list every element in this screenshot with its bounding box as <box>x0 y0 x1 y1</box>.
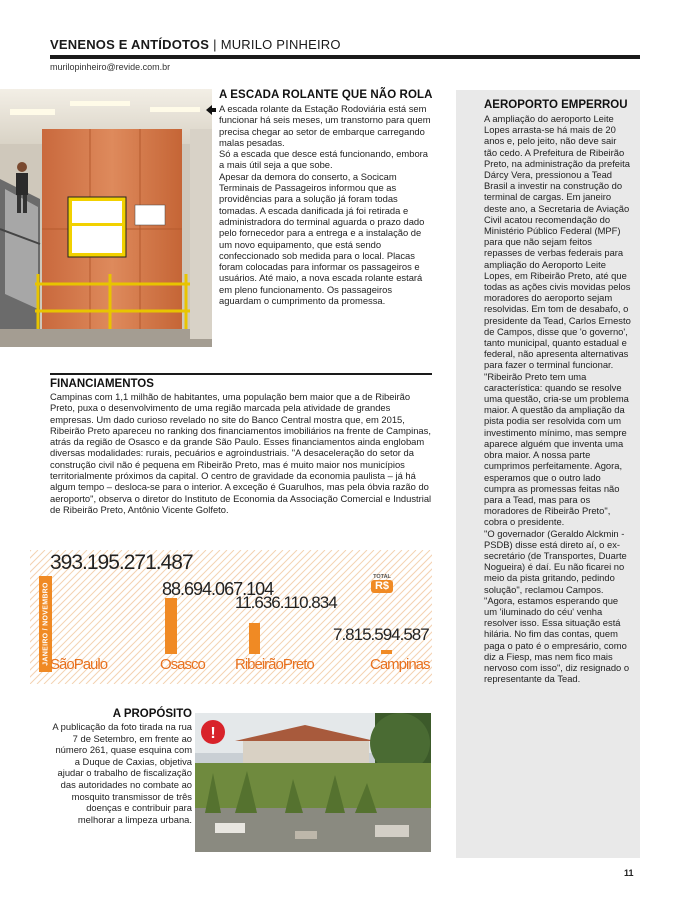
proposito-article <box>50 707 192 825</box>
vacant-lot-photo <box>195 713 431 852</box>
category-label-0: SãoPaulo <box>50 656 108 673</box>
sidebar-box <box>456 90 640 858</box>
unit-label: R$ <box>371 580 393 593</box>
escalator-article <box>219 88 433 306</box>
escalator-paragraph: A escada rolante da Estação Rodoviária está sem funcionar há seis meses, um transtorno para quem precisa chegar ao setor de embarque carregando malas pesadas. <box>219 103 431 148</box>
value-label-3: 7.815.594.587 <box>333 625 429 644</box>
sidebar-paragraph: "Ribeirão Preto tem uma característica: quando se resolve uma questão, cria-se um problema maior. A questão da ampliação da pista podia ser resolvida com um investimento mínimo, mas sempre aparece alguém que inventa uma obra maior. A nossa parte cumprimos perfeitamente. Agora, esperamos que o outro lado cumpra as promessas feitas não para a Tead, mas para os moradores de Ribeirão Preto", cobra o presidente. <box>484 370 629 528</box>
financing-article <box>50 373 432 515</box>
page-number: 11 <box>624 868 634 878</box>
sidebar-paragraph: "O governador (Geraldo Alckmin - PSDB) disse está direto aí, o ex-secretário (de Transportes, Duarte Nogueira) é daí. Eu não ficarei no meio da pista gritando, pedindo solução", reclamou Campos. "Agora, estamos esperando que um 'iluminado do céu' venha resolver isso. Essa situação está hilária. No fim das contas, quem paga o pato é o empresário, como diz a Fiesp, mas nem fico mais nervoso com isso", diz resignado o representante da Tead. <box>484 527 630 685</box>
sidebar-heading: AEROPORTO EMPERROU <box>484 99 628 111</box>
escalator-photo <box>0 89 212 347</box>
category-label-1: Osasco <box>160 656 205 673</box>
sidebar-paragraph: A ampliação do aeroporto Leite Lopes arrasta-se há mais de 20 anos e, pelo jeito, não deve sair tão cedo. A Prefeitura de Ribeirão Preto, na administração da prefeita Dárcy Vera, pressionou a Tead Brasil a investir na construção do terminal de cargas. Em janeiro deste ano, a Secretaria de Aviação Civil acatou recomendação do Ministério Público Federal (MPF) para que não sejam feitos repasses de verbas federais para ampliação do Aeroporto Leite Lopes, em Ribeirão Preto, até que todas as ações civis movidas pelos moradores do aeroporto sejam resolvidas. Em tom de desabafo, o presidente da Tead, Carlos Ernesto de Campos, disse que 'o governo', tanto municipal, quanto estadual e federal, não apresenta alternativas para fazer o terminal funcionar. <box>484 113 631 371</box>
column-title <box>50 36 640 53</box>
masthead <box>50 36 640 73</box>
value-label-1: 88.694.067.104 <box>162 579 274 599</box>
category-label-3: Campinas <box>370 656 430 673</box>
alert-icon <box>200 719 226 745</box>
section-name: VENENOS E ANTÍDOTOS <box>50 37 210 52</box>
period-label: JANEIRO / NOVEMBRO <box>42 582 49 666</box>
value-label-0: 393.195.271.487 <box>50 551 193 574</box>
proposito-paragraph: A publicação da foto tirada na rua 7 de Setembro, em frente ao número 261, quase esquina com a Duque de Caxias, objetiva ajudar o trabalho de fiscalização das autoridades no combate ao mosquito transmissor de três doenças e contribuir para melhorar a limpeza urbana. <box>52 721 192 825</box>
alert-symbol: ! <box>210 725 216 742</box>
escalator-paragraph: Só a escada que desce está funcionando, embora a mais útil seja a que sobe. <box>219 148 429 171</box>
escalator-paragraph: Apesar da demora do conserto, a Socicam Terminais de Passageiros informou que as providências para a solução já foram todas tomadas. A escada danificada já foi retirada e administradora do terminal aguarda o prazo dado pelo fornecedor para a entrega e a instalação de um novo equipamento, que está sendo confeccionado sob medida para o local. Placas foram colocadas para informar os passageiros e usuários. Até maio, a nova escada rolante estará em pleno funcionamento. Os passageiros aguardam o cumprimento da promessa. <box>219 170 425 307</box>
financing-chart <box>30 550 432 684</box>
masthead-rule <box>50 55 640 59</box>
bar-1 <box>165 598 177 654</box>
bar-3 <box>381 650 392 654</box>
author-name: MURILO PINHEIRO <box>220 37 341 52</box>
author-email[interactable]: murilopinheiro@revide.com.br <box>50 62 171 72</box>
financing-rule <box>50 373 432 375</box>
unit-badge <box>371 574 393 593</box>
title-separator: | <box>213 37 217 52</box>
financing-heading: FINANCIAMENTOS <box>50 378 154 390</box>
proposito-heading: A PROPÓSITO <box>112 708 192 720</box>
escalator-heading: A ESCADA ROLANTE QUE NÃO ROLA <box>219 89 433 101</box>
unit-label-small: TOTAL <box>373 574 391 580</box>
bar-2 <box>249 623 260 654</box>
financing-paragraph: Campinas com 1,1 milhão de habitantes, uma população bem maior que a de Ribeirão Preto, puxa o desenvolvimento de uma região marcada pela atividade de grandes empresas. Um dado curioso revelado no site do Banco Central mostra que, em 2015, Ribeirão Preto apareceu no ranking dos financiamentos imobiliários na frente de Campinas, atrás da região de Osasco e da grande São Paulo. Esses financiamentos ainda englobam diversas modalidades: rurais, pecuários e agroindustriais. "A desaceleração do setor da construção civil não é pequena em Ribeirão Preto, mas é muito maior nos municípios territorialmente próximos da capital. O centro de gravidade da economia paulista – já há algum tempo – desloca-se para o interior. A exceção é Guarulhos, mas pela óbvia razão do aeroporto", observa o diretor do Instituto de Economia da Associação Comercial e Industrial de Ribeirão Preto, Antônio Vicente Golfeto. <box>50 391 432 515</box>
value-label-2: 11.636.110.834 <box>235 593 337 612</box>
category-label-2: RibeirãoPreto <box>235 656 314 673</box>
arrow-left-icon <box>206 105 216 115</box>
